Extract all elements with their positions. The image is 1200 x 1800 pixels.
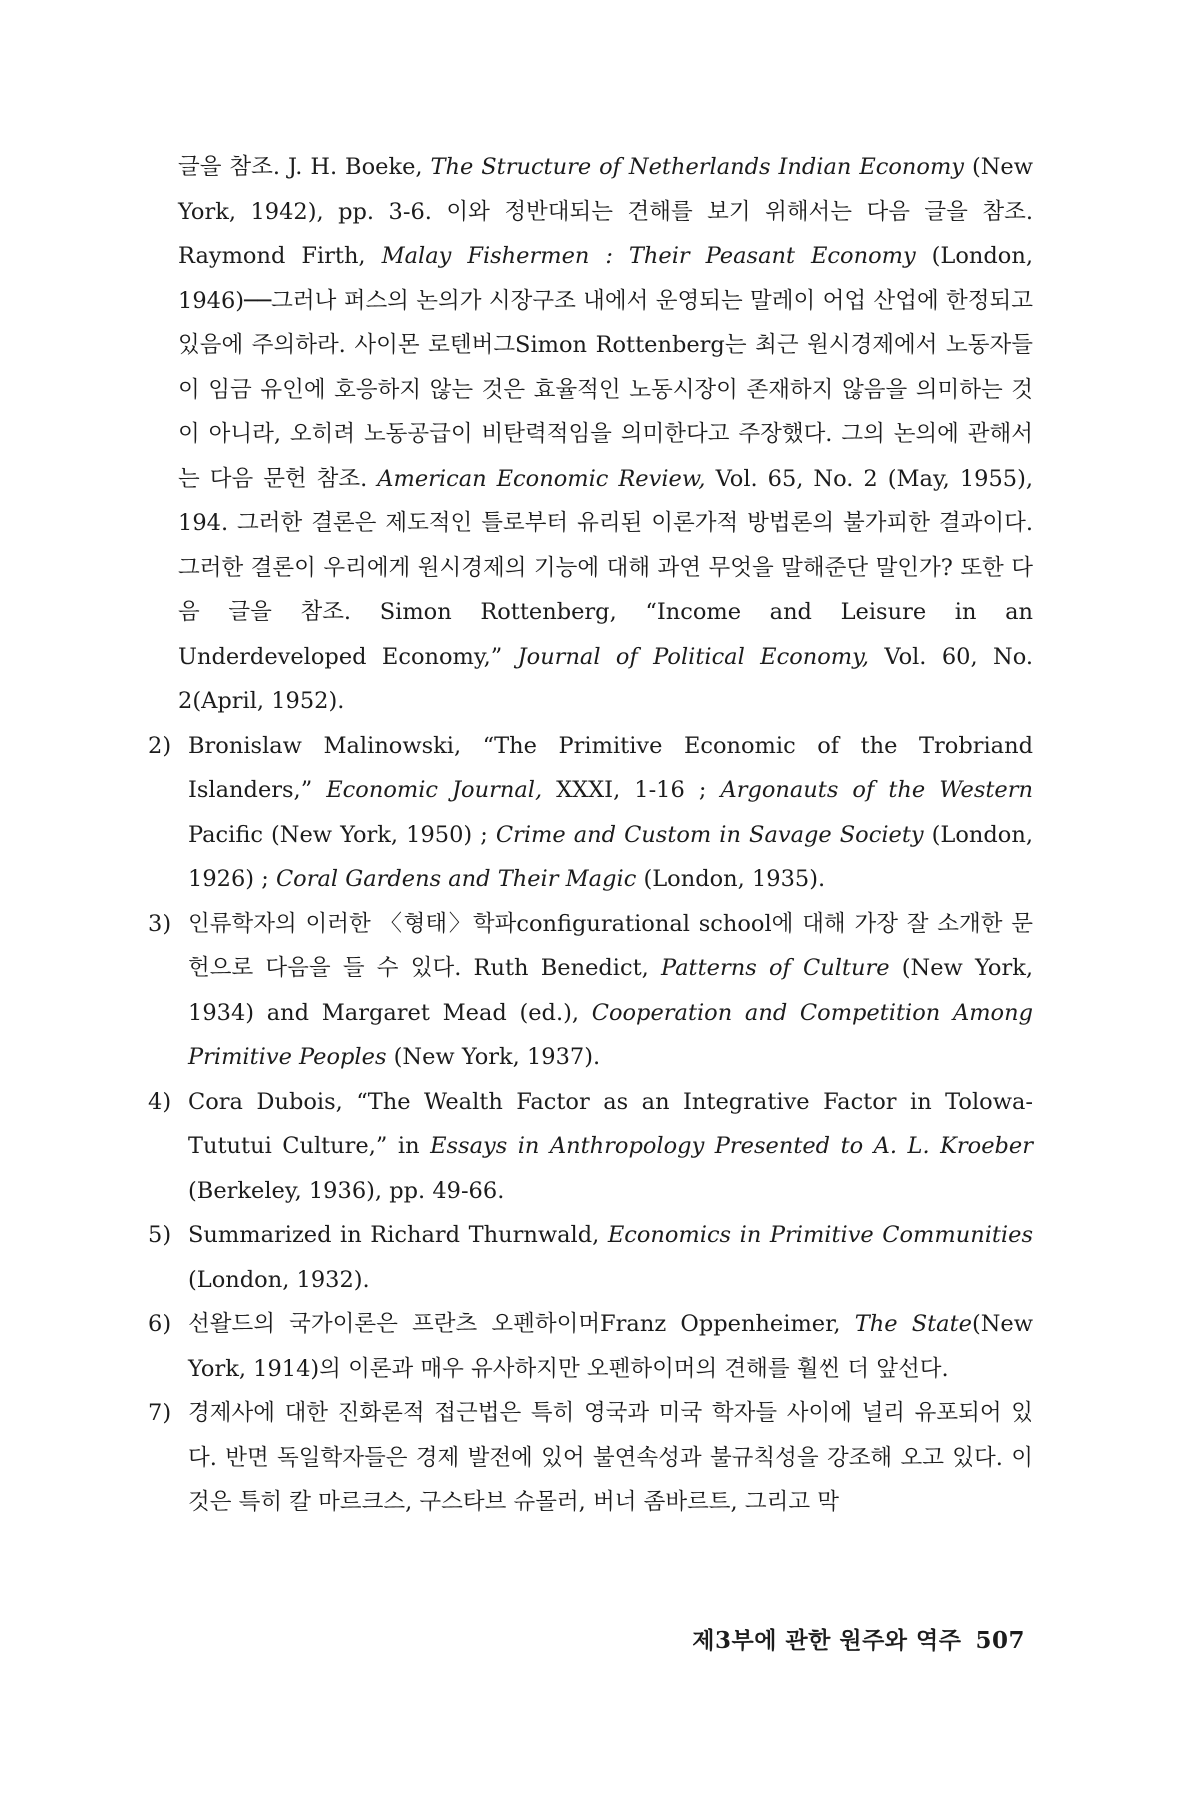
text-segment: 인류학자의 이러한 〈형태〉학파configurational school에 대해 가장 잘 소개한 문헌으로 다음을 들 수 있다. Ruth Benedict, [188,910,1033,981]
text-segment: 선왈드의 국가이론은 프란츠 오펜하이머Franz Oppenheimer, [188,1311,855,1337]
italic-title: Essays in Anthropology Presented to A. L. Kroeber [430,1133,1033,1159]
text-segment: Vol. 60, No. 2(April, 1952). [178,643,1033,714]
italic-title: The State [854,1311,972,1337]
page-footer [665,1622,1025,1655]
running-head: 제3부에 관한 원주와 역주 [692,1627,962,1654]
text-segment: (New York, 1934) and Margaret Mead (ed.), [188,955,1033,1026]
text-segment: 글을 참조. J. H. Boeke, [178,154,431,180]
footnote-number: 2) [148,732,172,759]
footnotes-page [148,145,1034,1525]
footnote-text [188,1080,1033,1214]
footnote-number: 4) [148,1088,172,1115]
footnote-text [188,724,1033,902]
footnote-7 [148,1391,1033,1525]
footnote-number: 6) [148,1311,172,1337]
italic-title: Argonauts of the Western [720,777,1033,803]
page-number: 507 [975,1627,1025,1654]
footnote-text [188,1391,1033,1525]
text-segment: Summarized in Richard Thurnwald, [188,1222,608,1248]
text-segment: Pacific (New York, 1950) ; [188,821,496,848]
footnote-5 [148,1213,1033,1302]
text-segment: Cora Dubois, “The Wealth Factor as an Integrative Factor in Tolowa-Tututui Culture,” in [188,1088,1033,1159]
italic-title: Coral Gardens and Their Magic [275,866,637,892]
italic-title: Economics in Primitive Communities [607,1222,1033,1248]
text-segment: (New York, 1937). [386,1044,601,1070]
italic-title: American Economic Review, [377,465,706,492]
text-segment: (London, 1926) ; [188,821,1033,892]
footnotes-list [148,145,1034,1525]
text-segment: (New York, 1942), pp. 3-6. 이와 정반대되는 견해를 보기 위해서는 다음 글을 참조. Raymond Firth, [178,154,1033,269]
text-segment: 경제사에 대한 진화론적 접근법은 특히 영국과 미국 학자들 사이에 널리 유포되어 있다. 반면 독일학자들은 경제 발전에 있어 불연속성과 불규칙성을 강조해 오고 있다. 이것은 특히 칼 마르크스, 구스타브 슈몰러, 버너 좀바르트, 그리고 막 [188,1400,1033,1515]
italic-title: Journal of Political Economy, [517,643,869,670]
footnote-text [188,1302,1033,1391]
text-segment: (London, 1932). [188,1266,370,1293]
footnote-text [188,1213,1033,1302]
text-segment: XXXI, 1-16 ; [542,777,721,803]
footnote-text [188,902,1033,1080]
italic-title: Cooperation and Competition Among Primitive Peoples [188,999,1033,1070]
italic-title: The Structure of Netherlands Indian Economy [430,154,964,180]
footnote-2 [148,724,1033,902]
text-segment: Bronislaw Malinowski, “The Primitive Economic of the Trobriand Islanders,” [188,732,1033,803]
text-segment: Vol. 65, No. 2 (May, 1955), 194. 그러한 결론은 제도적인 틀로부터 유리된 이론가적 방법론의 불가피한 결과이다. 그러한 결론이 우리에게 원시경제의 기능에 대해 과연 무엇을 말해준단 말인가? 또한 다음 글을 참조. Simon Rottenberg, “Income and Leisure in an Underdeveloped Economy,” [178,465,1034,670]
text-segment: (Berkeley, 1936), pp. 49-66. [188,1177,505,1204]
italic-title: Crime and Custom in Savage Society [495,821,924,848]
text-segment: (London, 1935). [636,866,826,892]
footnote-1-cont [178,145,1033,724]
footnote-6 [148,1302,1033,1391]
footnote-number: 3) [148,910,172,937]
text-segment: (New York, 1914)의 이론과 매우 유사하지만 오펜하이머의 견해를 훨씬 더 앞선다. [188,1311,1033,1382]
italic-title: Economic Journal, [326,777,543,803]
footnote-4 [148,1080,1033,1214]
footnote-number: 5) [148,1222,172,1248]
footnote-number: 7) [148,1400,172,1426]
text-segment: (London, 1946)──그러나 퍼스의 논의가 시장구조 내에서 운영되는 말레이 어업 산업에 한정되고 있음에 주의하라. 사이몬 로텐버그Simon Rottenberg는 최근 원시경제에서 노동자들이 임금 유인에 호응하지 않는 것은 효율적인 노동시장이 존재하지 않음을 의미하는 것이 아니라, 오히려 노동공급이 비탄력적임을 의미한다고 주장했다. 그의 논의에 관해서는 다음 문헌 참조. [178,243,1033,492]
italic-title: Patterns of Culture [661,955,890,981]
italic-title: Malay Fishermen : Their Peasant Economy [381,243,916,269]
footnote-3 [148,902,1033,1080]
